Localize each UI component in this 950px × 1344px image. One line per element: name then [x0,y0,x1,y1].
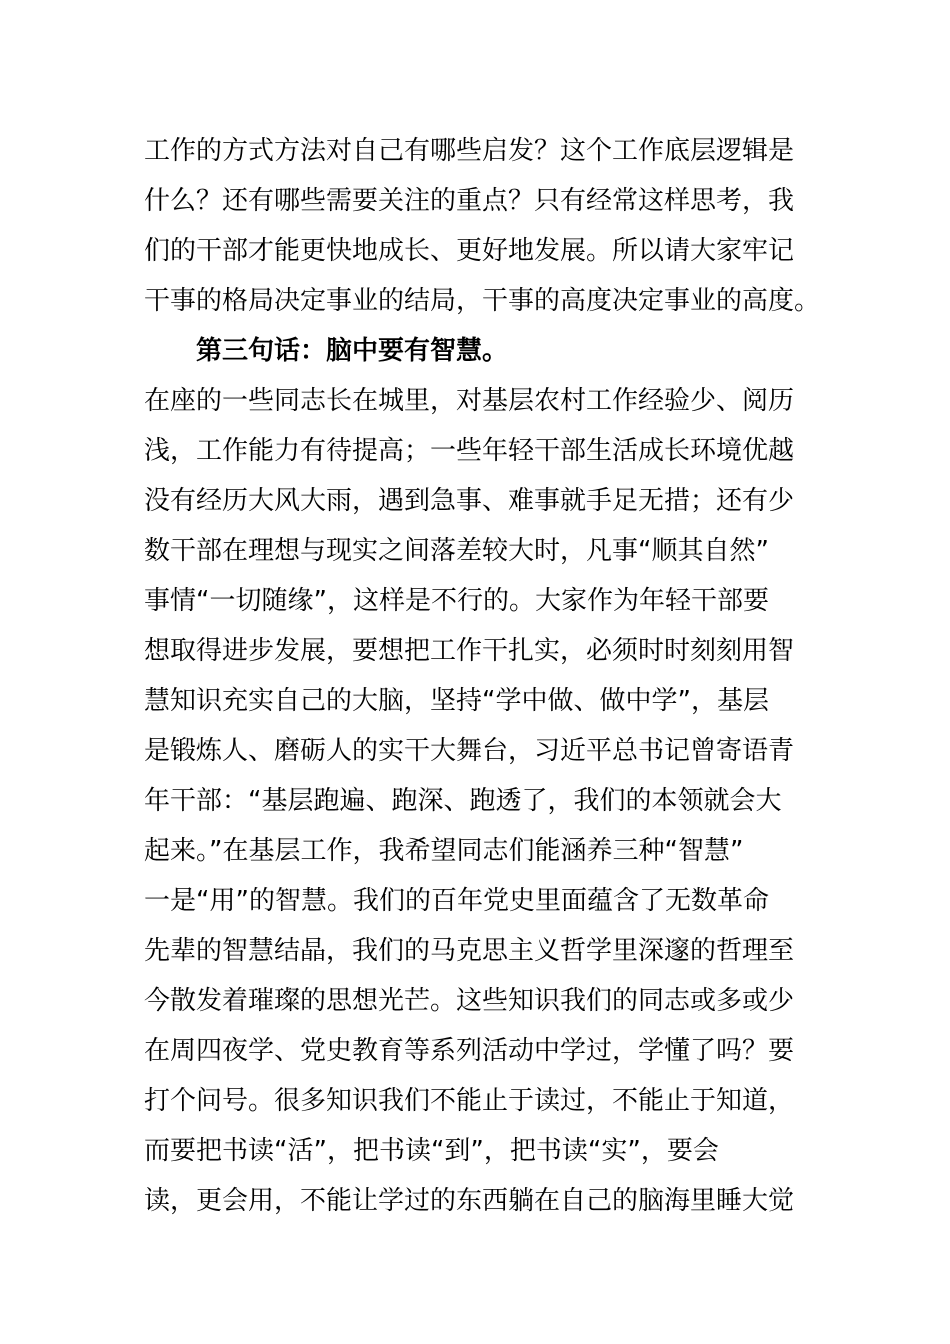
paragraph-line: 年干部：“基层跑遍、跑深、跑透了，我们的本领就会大 [144,786,782,816]
paragraph-line: 先辈的智慧结晶，我们的马克思主义哲学里深邃的哲理至 [144,936,795,966]
paragraph-line: 起来。”在基层工作，我希望同志们能涵养三种“智慧” [144,836,744,866]
paragraph-line: 打个问号。很多知识我们不能止于读过，不能止于知道， [144,1086,795,1116]
paragraph-line: 慧知识充实自己的大脑，坚持“学中做、做中学”，基层 [144,686,769,716]
section-heading: 第三句话：脑中要有智慧。 [196,336,509,366]
paragraph-line: 而要把书读“活”，把书读“到”，把书读“实”，要会 [144,1136,719,1166]
paragraph-line: 想取得进步发展，要想把工作干扎实，必须时时刻刻用智 [144,636,795,666]
paragraph-line: 浅，工作能力有待提高；一些年轻干部生活成长环境优越 [144,436,795,466]
paragraph-line: 工作的方式方法对自己有哪些启发？这个工作底层逻辑是 [144,136,795,166]
paragraph-line: 事情“一切随缘”，这样是不行的。大家作为年轻干部要 [144,586,769,616]
paragraph-line: 干事的格局决定事业的结局，干事的高度决定事业的高度。 [144,286,821,316]
paragraph-line: 一是“用”的智慧。我们的百年党史里面蕴含了无数革命 [144,886,769,916]
paragraph-line: 今散发着璀璨的思想光芒。这些知识我们的同志或多或少 [144,986,795,1016]
paragraph-line: 们的干部才能更快地成长、更好地发展。所以请大家牢记 [144,236,795,266]
paragraph-line: 是锻炼人、磨砺人的实干大舞台，习近平总书记曾寄语青 [144,736,795,766]
paragraph-line: 什么？还有哪些需要关注的重点？只有经常这样思考，我 [144,186,795,216]
paragraph-line: 没有经历大风大雨，遇到急事、难事就手足无措；还有少 [144,486,795,516]
paragraph-line: 数干部在理想与现实之间落差较大时，凡事“顺其自然” [144,536,769,566]
paragraph-line: 读，更会用，不能让学过的东西躺在自己的脑海里睡大觉 [144,1186,795,1216]
paragraph-line: 在周四夜学、党史教育等系列活动中学过，学懂了吗？要 [144,1036,795,1066]
paragraph-line: 在座的一些同志长在城里，对基层农村工作经验少、阅历 [144,386,795,416]
